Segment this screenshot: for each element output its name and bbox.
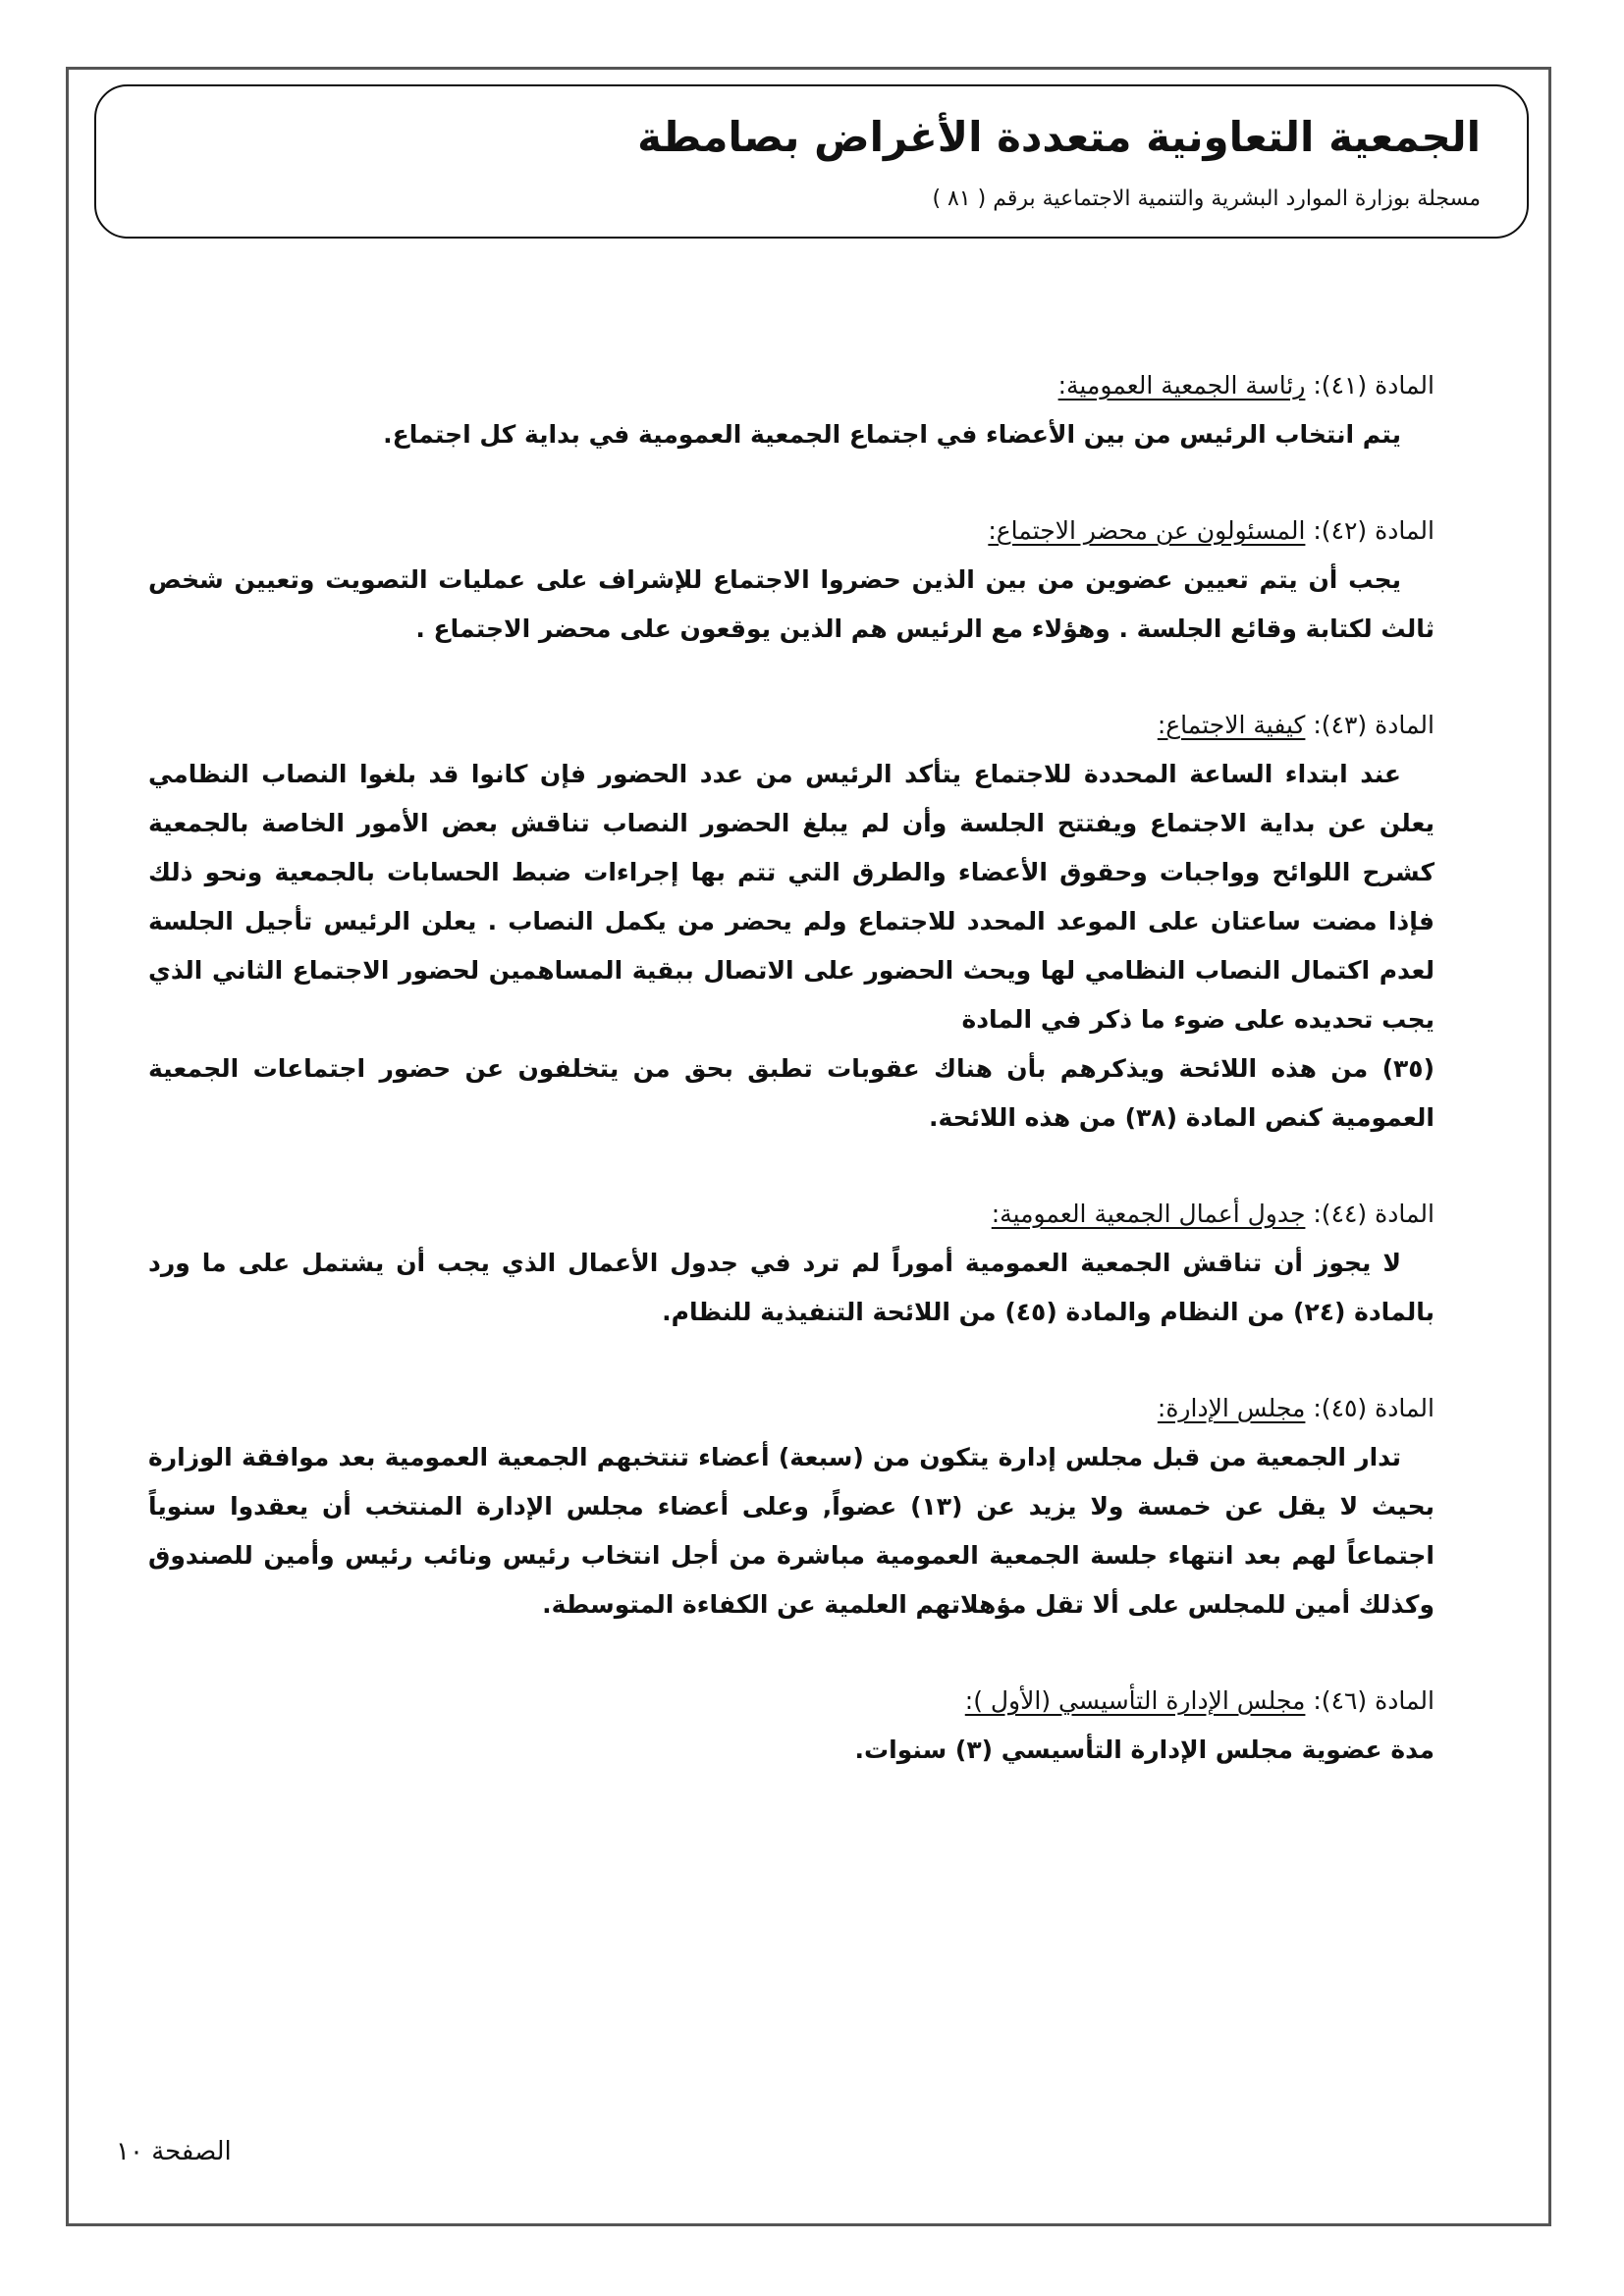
article-paragraph: يتم انتخاب الرئيس من بين الأعضاء في اجتماع الجمعية العمومية في بداية كل اجتماع. (383, 420, 1401, 449)
article-text (148, 410, 1435, 459)
article-46 (148, 1677, 1435, 1775)
article-paragraph: (٣٥) من هذه اللائحة ويذكرهم بأن هناك عقوبات تطبق بحق من يتخلفون عن حضور اجتماعات الجمعية العمومية كنص المادة (٣٨) من هذه اللائحة. (148, 1054, 1435, 1132)
article-41 (148, 361, 1435, 459)
article-paragraph: يجب أن يتم تعيين عضوين من بين الذين حضروا الاجتماع للإشراف على عمليات التصويت وتعيين شخص ثالث لكتابة وقائع الجلسة . وهؤلاء مع الرئيس هم الذين يوقعون على محضر الاجتماع . (148, 565, 1435, 643)
article-paragraph: لا يجوز أن تناقش الجمعية العمومية أموراً لم ترد في جدول الأعمال الذي يجب أن يشتمل على ما ورد بالمادة (٢٤) من النظام والمادة (٤٥) من اللائحة التنفيذية للنظام. (148, 1249, 1435, 1326)
article-text (148, 556, 1435, 654)
article-text (148, 1239, 1435, 1337)
article-title: رئاسة الجمعية العمومية: (1057, 371, 1306, 400)
article-heading (148, 361, 1435, 410)
article-heading (148, 701, 1435, 750)
page-number: الصفحة ١٠ (116, 2137, 232, 2166)
article-text (148, 750, 1435, 1143)
article-45 (148, 1384, 1435, 1629)
document-body (148, 361, 1435, 1822)
article-title: كيفية الاجتماع: (1157, 711, 1306, 739)
article-44 (148, 1190, 1435, 1337)
article-43 (148, 701, 1435, 1143)
registration-note: مسجلة بوزارة الموارد البشرية والتنمية الاجتماعية برقم ( ٨١ ) (932, 187, 1481, 211)
article-number: المادة (٤٣): (1313, 711, 1435, 739)
article-paragraph: عند ابتداء الساعة المحددة للاجتماع يتأكد الرئيس من عدد الحضور فإن كانوا قد بلغوا النصاب النظامي يعلن عن بداية الاجتماع ويفتتح الجلسة وأن لم يبلغ الحضور النصاب تناقش بعض الأمور الخاصة بالجمعية كشرح اللوائح وواجبات وحقوق الأعضاء والطرق التي تتم بها إجراءات ضبط الحسابات بالجمعية ونحو ذلك فإذا مضت ساعتان على الموعد المحدد للاجتماع ولم يحضر من يكمل النصاب . يعلن الرئيس تأجيل الجلسة لعدم اكتمال النصاب النظامي لها ويحث الحضور على الاتصال ببقية المساهمين لحضور الاجتماع الثاني الذي يجب تحديده على ضوء ما ذكر في المادة (148, 760, 1435, 1034)
article-number: المادة (٤٤): (1313, 1200, 1435, 1228)
article-number: المادة (٤٥): (1313, 1394, 1435, 1422)
article-text (148, 1433, 1435, 1629)
article-42 (148, 507, 1435, 654)
article-heading (148, 1190, 1435, 1239)
article-text (148, 1726, 1435, 1775)
article-title: المسئولون عن محضر الاجتماع: (988, 516, 1306, 545)
article-paragraph: مدة عضوية مجلس الإدارة التأسيسي (٣) سنوات. (854, 1735, 1435, 1764)
article-heading (148, 1677, 1435, 1726)
article-title: مجلس الإدارة: (1157, 1394, 1306, 1422)
article-heading (148, 507, 1435, 556)
article-title: جدول أعمال الجمعية العمومية: (991, 1200, 1306, 1228)
article-number: المادة (٤٦): (1313, 1686, 1435, 1715)
article-title: مجلس الإدارة التأسيسي (الأول ): (964, 1686, 1306, 1715)
article-paragraph: تدار الجمعية من قبل مجلس إدارة يتكون من (سبعة) أعضاء تنتخبهم الجمعية العمومية بعد موافقة الوزارة بحيث لا يقل عن خمسة ولا يزيد عن (١٣) عضواً, وعلى أعضاء مجلس الإدارة المنتخب أن يعقدوا سنوياً اجتماعاً لهم بعد انتهاء جلسة الجمعية العمومية مباشرة من أجل انتخاب رئيس ونائب رئيس وأمين للصندوق وكذلك أمين للمجلس على ألا تقل مؤهلاتهم العلمية عن الكفاءة المتوسطة. (148, 1443, 1435, 1619)
organization-title: الجمعية التعاونية متعددة الأغراض بصامطة (637, 113, 1481, 161)
article-heading (148, 1384, 1435, 1433)
article-number: المادة (٤١): (1313, 371, 1435, 400)
article-number: المادة (٤٢): (1313, 516, 1435, 545)
